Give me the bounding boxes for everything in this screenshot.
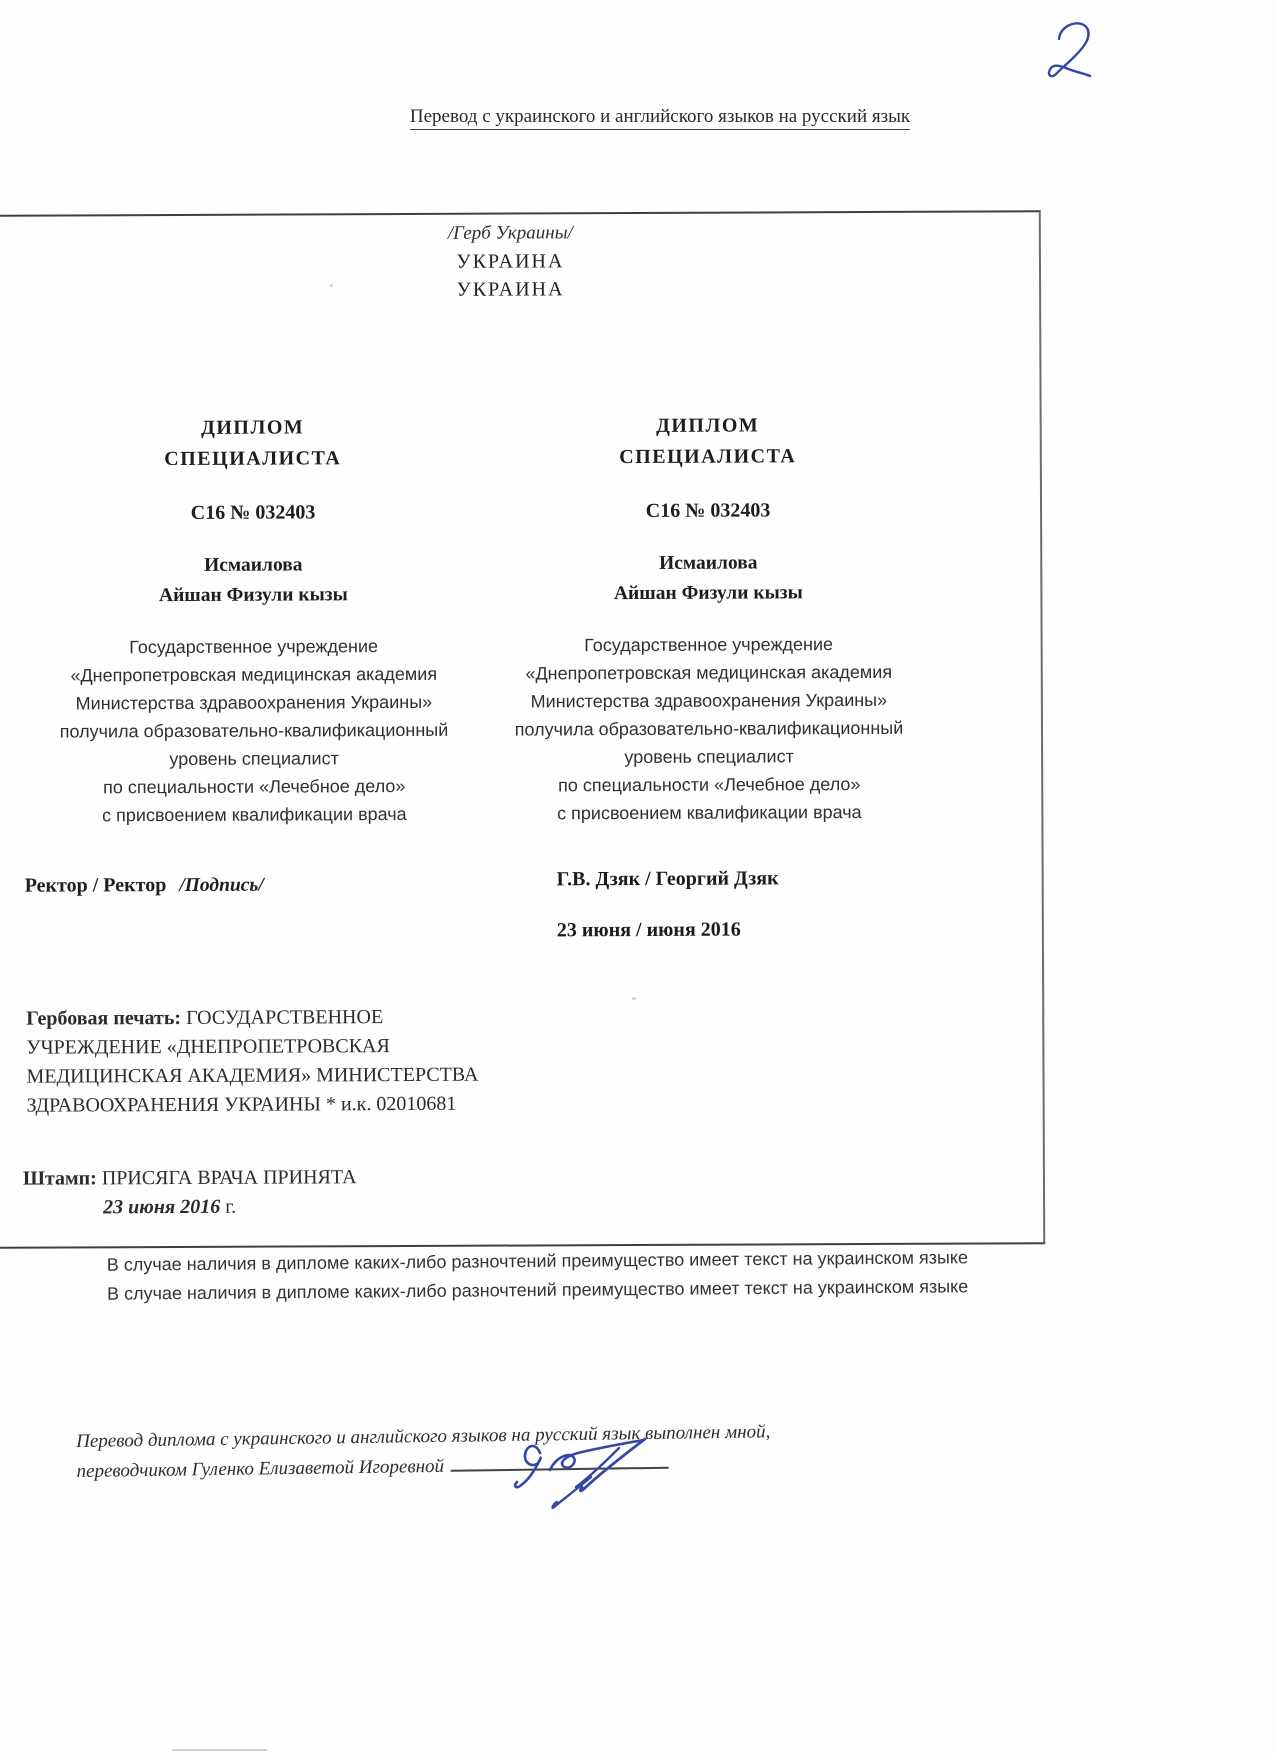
signatory-name: Г.В. Дзяк / Георгий Дзяк xyxy=(556,867,779,891)
diploma-title: ДИПЛОМ СПЕЦИАЛИСТА xyxy=(619,414,797,469)
graduate-name: Исмаилова Айшан Физули кызы xyxy=(613,552,803,605)
scan-edge-artifact xyxy=(172,1749,267,1751)
discrepancy-note-line: В случае наличия в дипломе каких-либо разночтений преимущество имеет текст на украинском языке xyxy=(106,1275,969,1304)
stamp-description xyxy=(23,1163,357,1222)
handwritten-page-number xyxy=(1042,14,1104,88)
discrepancy-note-line: В случае наличия в дипломе каких-либо разночтений преимущество имеет текст на украинском языке xyxy=(106,1247,969,1275)
rector-signature-note: /Подпись/ xyxy=(179,874,264,896)
stamp-text: ПРИСЯГА ВРАЧА ПРИНЯТА xyxy=(101,1166,357,1190)
diploma-body-text: Государственное учреждение «Днепропетровская медицинская академия Министерства здравоохранения Украины» получила образовательно-квалификационный уровень специалист по специальности «Лечебное дело» с присвоением квалификации врача xyxy=(59,636,449,826)
country-name-ukrainian: УКРАИНА xyxy=(456,250,565,273)
country-name-english: УКРАИНА xyxy=(456,278,565,301)
diploma-title: ДИПЛОМ СПЕЦИАЛИСТА xyxy=(164,416,342,471)
stamp-date-suffix: г. xyxy=(225,1195,237,1218)
scan-speck xyxy=(632,997,636,1000)
scan-speck xyxy=(330,284,333,287)
document-frame xyxy=(0,210,1045,1249)
translator-statement-line1: Перевод диплома с украинского и английского языков на русский язык выполнен мной, xyxy=(76,1421,771,1452)
diploma-column-right xyxy=(508,410,910,828)
rector-line xyxy=(25,874,264,898)
seal-description xyxy=(26,1003,485,1121)
translation-header xyxy=(45,106,1275,128)
rector-label: Ректор / Ректор xyxy=(24,874,167,897)
signature-date: 23 июня / июня 2016 xyxy=(556,918,741,942)
stamp-label: Штамп: xyxy=(22,1167,97,1190)
discrepancy-note xyxy=(40,1243,1035,1309)
translation-header-text: Перевод с украинского и английского языков на русский язык xyxy=(410,106,910,130)
diploma-serial: С16 № 032403 xyxy=(190,501,316,524)
translator-statement-line2: переводчиком Гуленко Елизаветой Игоревной xyxy=(76,1446,771,1486)
handwritten-signature xyxy=(498,1426,728,1536)
diploma-column-left xyxy=(23,412,485,830)
diploma-body-text: Государственное учреждение «Днепропетровская медицинская академия Министерства здравоохранения Украины» получила образовательно-квалификационный уровень специалист по специальности «Лечебное дело» с присвоением квалификации врача xyxy=(514,634,904,824)
seal-text: ГОСУДАРСТВЕННОЕ УЧРЕЖДЕНИЕ «ДНЕПРОПЕТРОВСКАЯ МЕДИЦИНСКАЯ АКАДЕМИЯ» МИНИСТЕРСТВА ЗДРАВООХРАНЕНИЯ УКРАИНЫ * и.к. 02010681 xyxy=(26,1006,479,1117)
stamp-line xyxy=(23,1163,357,1193)
coat-of-arms-note: /Герб Украины/ xyxy=(447,222,573,244)
coat-of-arms-block xyxy=(0,217,1039,306)
stamp-date-line xyxy=(103,1192,357,1222)
stamp-date: 23 июня 2016 xyxy=(103,1195,221,1219)
graduate-name: Исмаилова Айшан Физули кызы xyxy=(158,554,348,607)
seal-label: Гербовая печать: xyxy=(26,1006,182,1030)
diploma-serial: С16 № 032403 xyxy=(645,499,771,522)
